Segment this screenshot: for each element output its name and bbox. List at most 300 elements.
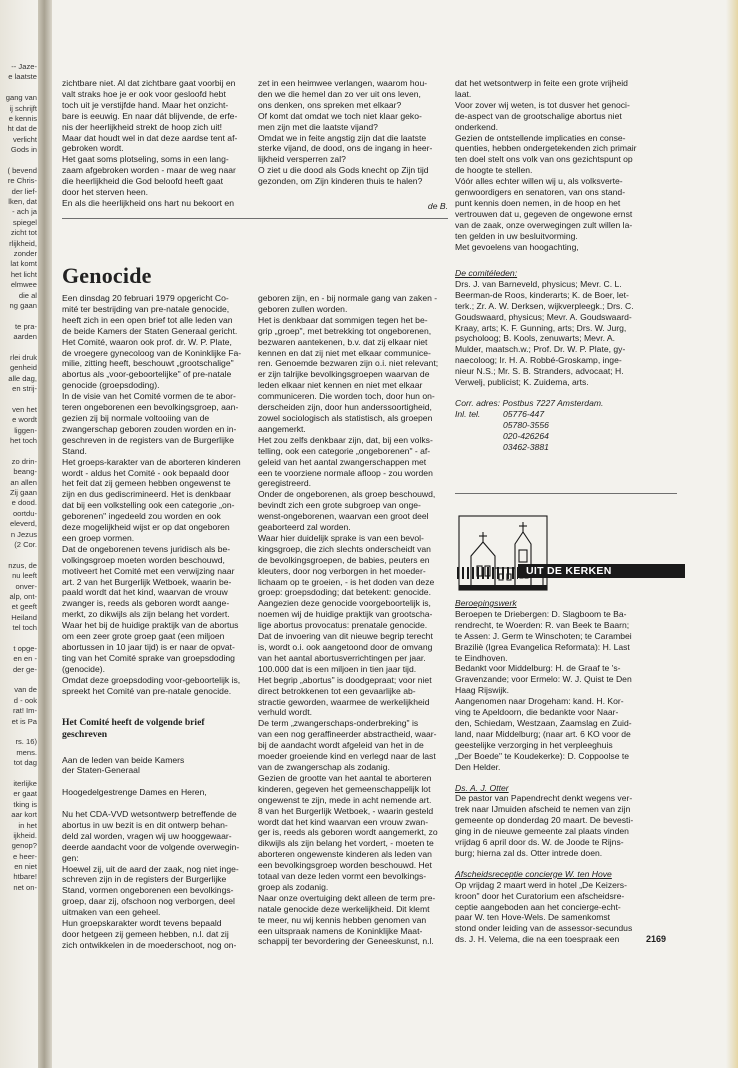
text-line: communiceren. Die worden toch, door hun on- [258, 391, 435, 402]
text-line: Omdat we in feite angstig zijn dat die laatste [258, 132, 427, 143]
committee-divider [455, 493, 677, 494]
text-line: dat het wetsontwerp in feite een grote vrijheid [455, 78, 628, 88]
text-line: land, naar Middelburg; (naar art. 6 KO voor de [455, 728, 631, 739]
phone-label: Inl. tel. [455, 408, 481, 419]
text-line: natale genocide deze werkelijkheid. Dit klemt [258, 903, 430, 914]
text-line: te meer, nu wij kennis hebben genomen van [258, 914, 427, 925]
fragment-line: aarden [13, 332, 37, 342]
text-line: ren. Genoemde bezwaren zijn o.i. niet relevant; [258, 358, 439, 369]
text-line: Bedankt voor Middelburg: H. de Graaf te 's- [455, 663, 621, 674]
fragment-line: ht dat de [7, 124, 37, 134]
text-line: van een nog geraffineerder abstractheid, waar- [258, 729, 437, 740]
fragment-line: nzus, de [8, 560, 37, 570]
text-line: rendrecht, te Woerden: R. van Beek te Baarn; [455, 619, 630, 630]
text-line: door het sterven heen. [62, 187, 148, 198]
text-line: een uitspraak namens de Koninklijke Maat- [258, 925, 423, 936]
text-line: een bevolkingsgroep worden beschouwd. Het [258, 860, 432, 871]
text-line: bezwaren aantekenen, b.v. dat zij elkaar niet [258, 336, 428, 347]
text-line: wordt - aldus het Comité - ook bepaald door [62, 467, 230, 478]
text-line: Stand, vormen ongeborenen een bevolkings- [62, 885, 234, 896]
text-line: groep: groepsdoding; dat betekent: genocide. [258, 587, 431, 598]
text-line: Op vrijdag 2 maart werd in hotel „De Keizers- [455, 879, 627, 890]
text-line: gemeente op donderdag 20 maart. De bevesti- [455, 815, 634, 826]
text-line: lichaam op te groeien, - is het doden van deze [258, 576, 435, 587]
text-line: van de zwangerschap als zodanig. [258, 761, 390, 772]
fragment-line: zonder [13, 249, 37, 259]
text-line: die heerlijkheid die God beloofd heeft gaat [62, 176, 224, 187]
fragment-line: htbare! [13, 872, 37, 882]
text-line: de vroegere gynecoloog van de Koninklijke Fa- [62, 347, 242, 358]
text-line: geestelijke verzorging in het verpleeghuis [455, 739, 613, 750]
fragment-line: van de [14, 685, 37, 695]
text-line: Onder de ongeborenen, als groep beschouwd, [258, 489, 436, 500]
fragment-line: t opge- [13, 643, 37, 653]
text-line: van de zaak, onze overwegingen zult willen la- [455, 219, 633, 230]
text-line: door hetgeen zij gemeen hebben, n.l. dat zij [62, 929, 229, 939]
text-line: geregistreerd. [258, 478, 312, 489]
text-line: onderkend. [455, 121, 499, 132]
book-gutter [38, 0, 52, 1068]
signature: de B. [427, 201, 448, 212]
fragment-line [0, 675, 37, 685]
fragment-line: verlicht [12, 134, 37, 144]
text-line: een te voorziene normale afloop - zou worden [258, 467, 433, 478]
member-line: Goudswaard, physicus; Mevr. A. Goudswaard- [455, 311, 632, 322]
fragment-line: n Jezus [10, 529, 37, 539]
fragment-line: e heer- [12, 851, 37, 861]
article-column-1 [62, 293, 252, 951]
text-line: Waar het bij de huidige praktijk van de abortus [62, 620, 239, 631]
fragment-line: et is Pa [11, 716, 37, 726]
phone-number: 020-426264 [503, 430, 549, 441]
text-line: punt kennis doen nemen, in de hoop en het [455, 197, 621, 208]
text-line: Gezien de ontstellende implicaties en conse- [455, 132, 626, 143]
text-line: het feit dat zij gemeen hebben ongewenst te [62, 478, 231, 489]
fragment-line: ng gaan [9, 300, 37, 310]
text-line: totaal van deze leden vormt een bevolkings- [258, 871, 427, 882]
text-line: quenties, hebben ondergetekenden zich primair [455, 143, 637, 154]
text-line: van het aantal abortusverrichtingen per jaar. [258, 652, 426, 663]
text-line: Haag Rijswijk. [455, 685, 509, 696]
member-line: Kraay, arts; K. F. Gunning, arts; Drs. W. Jurg, [455, 322, 627, 333]
fragment-line [0, 550, 37, 560]
text-line: Stand. [62, 445, 87, 456]
fragment-line: er gaat [13, 789, 37, 799]
text-line: bij de aandacht wordt afgeleid van het in de [258, 740, 424, 751]
text-line: ting van het Comité sprake van groepsdoding [62, 652, 235, 663]
text-line: moeder groeiende kind en verlegd naar de last [258, 751, 436, 762]
page-right-edge [726, 0, 738, 1068]
text-line: volkingsgroep moeten worden beschouwd, [62, 554, 225, 565]
fragment-line: rs. 16) [15, 737, 37, 747]
fragment-line: en strij- [12, 384, 37, 394]
text-line: Braziliè (Igrea Evangelica Reformata): H. Last [455, 641, 630, 652]
fragment-line: aar kort [11, 810, 37, 820]
text-line: ons denken, ons spreken met elkaar? [258, 99, 402, 110]
text-line: deerde aandacht voor de volgende overwegin- [62, 841, 240, 852]
text-line: valt straks hoe je er ook voor gesloofd hebt [62, 88, 226, 99]
fragment-line: genheid [9, 363, 37, 373]
fragment-line: tel toch [12, 623, 37, 633]
fragment-line [0, 633, 37, 643]
fragment-line: en niet [14, 862, 37, 872]
text-line: motiveert het Comité met een verwijzing naar [62, 565, 235, 576]
text-line: den, Schiedam, Westzaan, Zaamslag en Zuid- [455, 717, 632, 728]
text-line: Vóór alles echter willen wij u, als volksverte- [455, 176, 623, 187]
top-column-2 [258, 78, 448, 212]
fragment-line: - ach ja [12, 207, 37, 217]
text-line: nis der heerlijkheid strekt de hoop zich uit! [62, 121, 223, 132]
text-line: sterke vijand, de dood, ons de ingang in heer- [258, 143, 433, 154]
text-line: Naar onze overtuiging dekt alleen de term pre- [258, 892, 436, 903]
text-line: Hoewel zij, uit de aard der zaak, nog niet inge- [62, 863, 239, 874]
text-line: gezonden, om Zijn kinderen thuis te halen? [258, 176, 423, 187]
fragment-line: eleverd, [9, 519, 37, 529]
fragment-line: ijkheid. [13, 830, 37, 840]
fragment-line: die al [18, 290, 37, 300]
article-column-2 [258, 293, 448, 947]
fragment-line: der lief- [11, 186, 37, 196]
text-line: Aangezien deze genocide voorgeboortelijk is, [258, 598, 431, 609]
text-line: dikwijls als zijn belang het vordert, - moeten te [258, 838, 434, 849]
letter-heading: Het Comité heeft de volgende brief geschreven [62, 716, 205, 740]
address-value: Postbus 7227 Amsterdam. [502, 397, 604, 408]
text-line: deze mogelijkheid wijst er op dat ongeboren [62, 522, 230, 533]
fragment-line: en en - [13, 654, 37, 664]
text-line: dat bij een volkstelling ook een categorie „on- [62, 500, 235, 511]
text-line: Het gaat soms plotseling, soms in een lang- [62, 154, 229, 165]
text-line: geboren zijn, en - bij normale gang van zaken - [258, 293, 438, 303]
text-line: geaborteerd zal worden. [258, 522, 351, 533]
fragment-line: e dood. [11, 498, 37, 508]
member-line: psycholoog; B. Kools, zenuwarts; Mevr. A. [455, 333, 616, 344]
text-line: vertrouwen dat u, gegeven de ongewone ernst [455, 208, 633, 219]
text-line: Waar hier duidelijk sprake is van een bevol- [258, 532, 424, 543]
text-line: lige abortus provocatus: prenatale genocide. [258, 620, 428, 631]
text-line: ds. J. H. Velema, die na een toespraak een [455, 934, 620, 945]
text-line: der Staten-Generaal [62, 765, 140, 776]
text-line: stond onder leiding van de assessor-secundus [455, 923, 633, 934]
text-line: lijkheid versperren zal? [258, 154, 346, 165]
text-line: „Der Boede" te Koudekerke): D. Coppoolse te [455, 750, 630, 761]
phone-number: 05776-447 [503, 408, 545, 419]
text-line: Het groeps-karakter van de aborteren kinderen [62, 456, 241, 467]
text-line: geleid van het aantal zwangerschappen met [258, 456, 427, 467]
text-line: de bevolkingsgroepen, de babies, peuters en [258, 554, 430, 565]
text-line: telling, ook een categorie „ongeborenen" - af- [258, 445, 431, 456]
text-line: gezien zij bij normale voltooiing van de [62, 412, 210, 423]
text-line: abortus als „voor-geboortelijke" of pre-natale [62, 369, 232, 380]
text-line: Den Helder. [455, 761, 501, 772]
fragment-line: het licht [10, 269, 37, 279]
fragment-line: re Chris- [7, 176, 37, 186]
member-line: Verwelj, publicist; K. Zuidema, arts. [455, 377, 589, 388]
fragment-line: gang van [5, 93, 37, 103]
text-line: bare is eeuwig. En naar dát blijvende, de erfe- [62, 110, 238, 121]
text-line: zichtbare niet. Al dat zichtbare gaat voorbij en [62, 78, 236, 88]
church-news [455, 598, 677, 945]
fragment-line: alp, ont- [9, 591, 37, 601]
text-line: te Assen: J. Germ te Winschoten; te Carambei [455, 630, 632, 641]
text-line: spreekt het Comité van pre-natale genocide. [62, 685, 232, 696]
fragment-line: lat komt [10, 259, 37, 269]
text-line: toch uit je verstijfde hand. Maar het onzicht- [62, 99, 229, 110]
fragment-line: spiegel [12, 217, 37, 227]
fragment-line: Heiland [11, 612, 37, 622]
text-line: wordt dat het kind waarvan een vrouw zwan- [258, 816, 429, 827]
text-line: Voor zover wij weten, is tot dusver het genoci- [455, 99, 630, 110]
text-line: aborteren ongewenste kinderen als leden van [258, 849, 432, 860]
text-line: men zijn met die laatste vijand? [258, 121, 378, 132]
text-line: ongewenst te zijn, mede in acht nemende art. [258, 794, 432, 805]
phone-block [455, 409, 677, 453]
text-line: kroon" door het Curatorium een afscheidsre- [455, 890, 625, 901]
text-line: paar W. ten Hove-Wels. De samenkomst [455, 912, 611, 923]
church-banner: UIT DE KERKEN [518, 564, 685, 578]
fragment-line: beang- [13, 467, 37, 477]
text-line: kingsgroep, die zich slechts onderscheidt van [258, 543, 431, 554]
text-line: uitmaken van een geheel. [62, 907, 161, 918]
text-line: Een dinsdag 20 februari 1979 opgericht Co- [62, 293, 229, 303]
fragment-line [0, 769, 37, 779]
text-line: de-aspect van de grootschalige abortus niet [455, 110, 622, 121]
text-line: zich ontwikkelen in de moederschoot, nog on- [62, 939, 237, 950]
previous-page-fragment [0, 62, 37, 893]
text-line: genocide (groepsdoding). [62, 380, 160, 391]
church-section-heading: Afscheidsreceptie concierge W. ten Hove [455, 868, 612, 879]
text-line: Maar dat houdt wel in dat deze aardse tent af- [62, 132, 238, 143]
text-line: paald wordt dat het kind, waarvan de vrouw [62, 587, 228, 598]
text-line: er zijn talrijke bevolkingsgroepen waarvan de [258, 369, 430, 380]
correspondence-address [455, 398, 677, 409]
text-line: zijn en dus gediscrimineerd. Het is denkbaar [62, 489, 232, 500]
text-line: Dat de invoering van dit nieuwe begrip terecht [258, 631, 433, 642]
fragment-line [0, 311, 37, 321]
fragment-line: e kennis [8, 113, 37, 123]
text-line: ging in de nieuwe gemeente zal plaats vinden [455, 826, 629, 837]
fragment-line: der ge- [12, 664, 37, 674]
text-line: Het begrip „abortus" is doodgepraat; voor niet [258, 674, 432, 685]
banner-rule-pattern [457, 567, 518, 579]
text-line: geboren zullen worden. [258, 303, 348, 314]
text-line: zet in een heimwee verlangen, waarom hou- [258, 78, 428, 88]
committee-heading: De comitéleden: [455, 268, 518, 278]
article-title: Genocide [62, 263, 152, 288]
member-line: terk.; Zr. A. W. Derksen, wijkverpleegk.; Drs. C. [455, 300, 634, 311]
text-line: laat. [455, 88, 472, 99]
fragment-line: oortdu- [12, 508, 37, 518]
fragment-line: e laatste [8, 72, 37, 82]
fragment-line: ( bevend [7, 165, 37, 175]
fragment-line: alle dag, [8, 373, 37, 383]
text-line: wenst-ongeborenen, waarvan een groot deel [258, 511, 429, 522]
fragment-line: genop? [11, 841, 37, 851]
fragment-line [0, 395, 37, 405]
fragment-line: het toch [9, 436, 37, 446]
member-line: Beerman-de Roos, kinderarts; K. de Boer, let- [455, 289, 629, 300]
text-line: te Eindhoven. [455, 652, 508, 663]
text-line: abortus in uw bezit is en dit ontwerp behan- [62, 819, 228, 830]
fragment-line: liggen- [14, 425, 37, 435]
fragment-line: net on- [13, 882, 37, 892]
fragment-line [0, 446, 37, 456]
committee-block [455, 268, 677, 453]
text-line: kleuters, door nog verborgen in het moeder- [258, 565, 426, 576]
text-line: zaam afgebroken worden - maar de weg naar [62, 165, 236, 176]
fragment-line: tot dag [13, 758, 37, 768]
church-section-heading: Beroepingswerk [455, 598, 517, 608]
fragment-line: onver- [15, 581, 37, 591]
text-line: En als die heerlijkheid ons hart nu bekoort en [62, 197, 234, 208]
text-line: deld zal worden, vragen wij uw hooggewaar- [62, 830, 232, 841]
top-column-1 [62, 78, 252, 209]
text-line: schreven zijn in de registers der Burgerlijke [62, 874, 227, 885]
text-line: mité ter bestrijding van pre-natale genocide, [62, 303, 230, 314]
text-line: Gravenzande; voor Ermelo: W. J. Quist te Den [455, 674, 632, 685]
text-line: zwangerschap geboren zouden worden en in- [62, 423, 237, 434]
text-line: is, wordt o.i. ook aangetoond door de omvang [258, 642, 433, 652]
text-line: Nu het CDA-VVD wetsontwerp betreffende de [62, 809, 237, 820]
text-line: Beroepen te Driebergen: D. Slagboom te Ba- [455, 608, 627, 619]
text-line: 8 van het Burgerlijk Wetboek, - waarin gesteld [258, 805, 434, 816]
member-line: nieur N.S.; Mr. S. B. Stranders, advocaat; H. [455, 366, 624, 377]
fragment-line [0, 343, 37, 353]
text-line: abortussen in 10 jaar tijd) is er naar de opvat- [62, 642, 235, 652]
fragment-line: in het [18, 820, 37, 830]
text-line: leden elkaar niet kennen en niet met elkaar [258, 380, 423, 391]
text-line: derscheiden zijn, door hun anderssoortigheid, [258, 402, 432, 413]
text-line: Aan de leden van beide Kamers [62, 754, 185, 765]
page-number: 2169 [646, 934, 667, 944]
text-line: teren ongeborenen een bevolkingsgroep, aan- [62, 402, 239, 413]
text-line: om een zeer grote groep gaat (een miljoen [62, 631, 225, 642]
text-line: Met gevoelens van hoogachting, [455, 241, 579, 252]
text-line: De pastor van Papendrecht denkt wegens ver- [455, 793, 633, 804]
fragment-line: mens. [16, 747, 37, 757]
text-line: kinderen, gegeven het gemeenschappelijk lot [258, 783, 431, 794]
text-line: den we die hemel dan zo ver uit ons leven, [258, 88, 421, 99]
text-line: Aangenomen naar Drogeham: kand. H. Kor- [455, 696, 624, 707]
member-line: Drs. J. van Barneveld, physicus; Mevr. C. L. [455, 278, 622, 289]
text-line: kennen en dat zij niet met elkaar communice- [258, 347, 431, 358]
section-divider [62, 218, 448, 219]
text-line: trek naar IJmuiden afscheid te nemen van zijn [455, 804, 631, 815]
text-line: verhuld wordt. [258, 707, 312, 718]
fragment-line [0, 727, 37, 737]
text-line: groep als zodanig. [258, 881, 329, 892]
text-line: heeft zich in een open brief tot alle leden van [62, 314, 233, 325]
fragment-line: lken, dat [8, 197, 37, 207]
text-line: Het Comité, waaron ook prof. dr. W. P. Plate, [62, 336, 232, 347]
text-line: grip „groep", met betrekking tot ongeborenen, [258, 325, 432, 336]
fragment-line: e wordt [12, 415, 37, 425]
fragment-line: rlijkheid, [9, 238, 37, 248]
fragment-line: ven het [12, 404, 37, 414]
text-line: Hun groepskarakter wordt tevens bepaald [62, 918, 222, 929]
fragment-line: elmwee [10, 280, 37, 290]
text-line: geborenen" ingedeeld zou worden en ook [62, 511, 221, 522]
fragment-line: (2 Cor. [14, 539, 37, 549]
phone-number: 05780-3556 [503, 419, 549, 430]
text-line: burg; hierna zal ds. Otter intrede doen. [455, 847, 603, 858]
phone-number: 03462-3881 [503, 441, 549, 452]
fragment-line: tking is [13, 799, 37, 809]
text-line: Of komt dat omdat we toch niet klaar geko- [258, 110, 422, 121]
text-line: een groep vormen. [62, 532, 135, 543]
fragment-line: -- Jaze- [11, 62, 37, 71]
text-line: merkt, zo dikwijls als zijn belang het vordert. [62, 609, 230, 620]
fragment-line: zo drin- [11, 456, 37, 466]
text-line: Omdat deze groepsdoding voor-geboortelijk is, [62, 674, 241, 685]
text-line: geschreven in de registers van de Burgerlijke [62, 434, 234, 445]
text-line: gebroken wordt. [62, 143, 124, 154]
text-line: de beide Kamers der Staten Generaal gericht. [62, 325, 238, 336]
text-line: ten doel stelt ons volk van ons gezichtspunt op [455, 154, 633, 165]
text-line: Het is denkbaar dat sommigen tegen het be- [258, 314, 428, 325]
fragment-line: iterlijke [13, 778, 37, 788]
text-line: de hoogte te stellen. [455, 165, 533, 176]
text-line: Dat de ongeborenen tevens juridisch als be- [62, 543, 231, 554]
fragment-line: d - ook [13, 695, 37, 705]
text-line: Gezien de grootte van het aantal te aborteren [258, 772, 432, 783]
text-line: zowel sociologisch als statistisch, als groepen [258, 412, 433, 423]
fragment-line: rlei druk [9, 352, 37, 362]
text-line: gen: [62, 852, 79, 863]
address-label: Corr. adres: [455, 397, 501, 408]
church-illustration-icon [457, 514, 552, 594]
fragment-line: et geeft [11, 602, 37, 612]
fragment-line [0, 156, 37, 166]
text-line: De term „zwangerschaps-onderbreking" is [258, 718, 419, 729]
text-line: direct betrokkenen tot een gevaarlijke ab- [258, 685, 416, 696]
text-line [62, 798, 252, 809]
text-line: ten gelden in uw besluitvorming. [455, 230, 578, 241]
text-line: Hoogedelgestrenge Dames en Heren, [62, 787, 207, 798]
text-line: 100.000 dat is een miljoen in tien jaar tijd. [258, 663, 417, 674]
member-line: naecoloog; Ir. H. A. Robbé-Groskamp, inge- [455, 355, 622, 366]
fragment-line: zicht tot [10, 228, 37, 238]
text-line: vrijdag 6 april door ds. W. de Joode te Rijns- [455, 837, 624, 848]
text-line: ceptie aangeboden aan het concierge-echt- [455, 901, 621, 912]
fragment-line: ij schrijft [9, 103, 37, 113]
text-line [62, 776, 252, 787]
text-line: art. 2 van het Burgerlijk Wetboek, waarin be- [62, 576, 232, 587]
text-line: schappij ter bevordering der Geneeskunst, n.l. [258, 936, 434, 947]
church-section-heading: Ds. A. J. Otter [455, 782, 509, 793]
text-line: milie, zitting heeft, beschouwt „grootschalige" [62, 358, 234, 369]
fragment-line: Gods in [10, 145, 37, 155]
text-line: (genocide). [62, 663, 105, 674]
fragment-line: nu leeft [12, 571, 37, 581]
fragment-line: te pra- [15, 321, 37, 331]
text-line: genwoordigers en senatoren, van ons stand- [455, 187, 626, 198]
member-line: Mulder, maatsch.w.; Prof. Dr. W. P. Plate, gy- [455, 344, 626, 355]
text-line: bevindt zich een grote subgroep van onge- [258, 500, 421, 511]
text-line: Het zou zelfs denkbaar zijn, dat, bij een volks- [258, 434, 433, 445]
text-line: groep, daar zij, ofschoon nog verborgen, deel [62, 896, 235, 907]
text-line: In de visie van het Comité vormen de te abor- [62, 391, 236, 402]
text-line: stractie geworden, waarmee de werkelijkheid [258, 696, 430, 707]
text-line: ving te Apeldoorn, die bedankte voor Naar- [455, 707, 619, 718]
text-line: O ziet u die dood als Gods knecht op Zijn tijd [258, 165, 429, 176]
top-column-3 [455, 78, 677, 253]
fragment-line: rat! Im- [12, 706, 37, 716]
fragment-line [0, 83, 37, 93]
fragment-line: an allen [10, 477, 37, 487]
fragment-line: Zij gaan [9, 488, 37, 498]
text-line: zwanger is, reeds als geboren wordt aange- [62, 598, 230, 609]
text-line: noemen wij de huidige praktijk van grootscha- [258, 609, 433, 620]
